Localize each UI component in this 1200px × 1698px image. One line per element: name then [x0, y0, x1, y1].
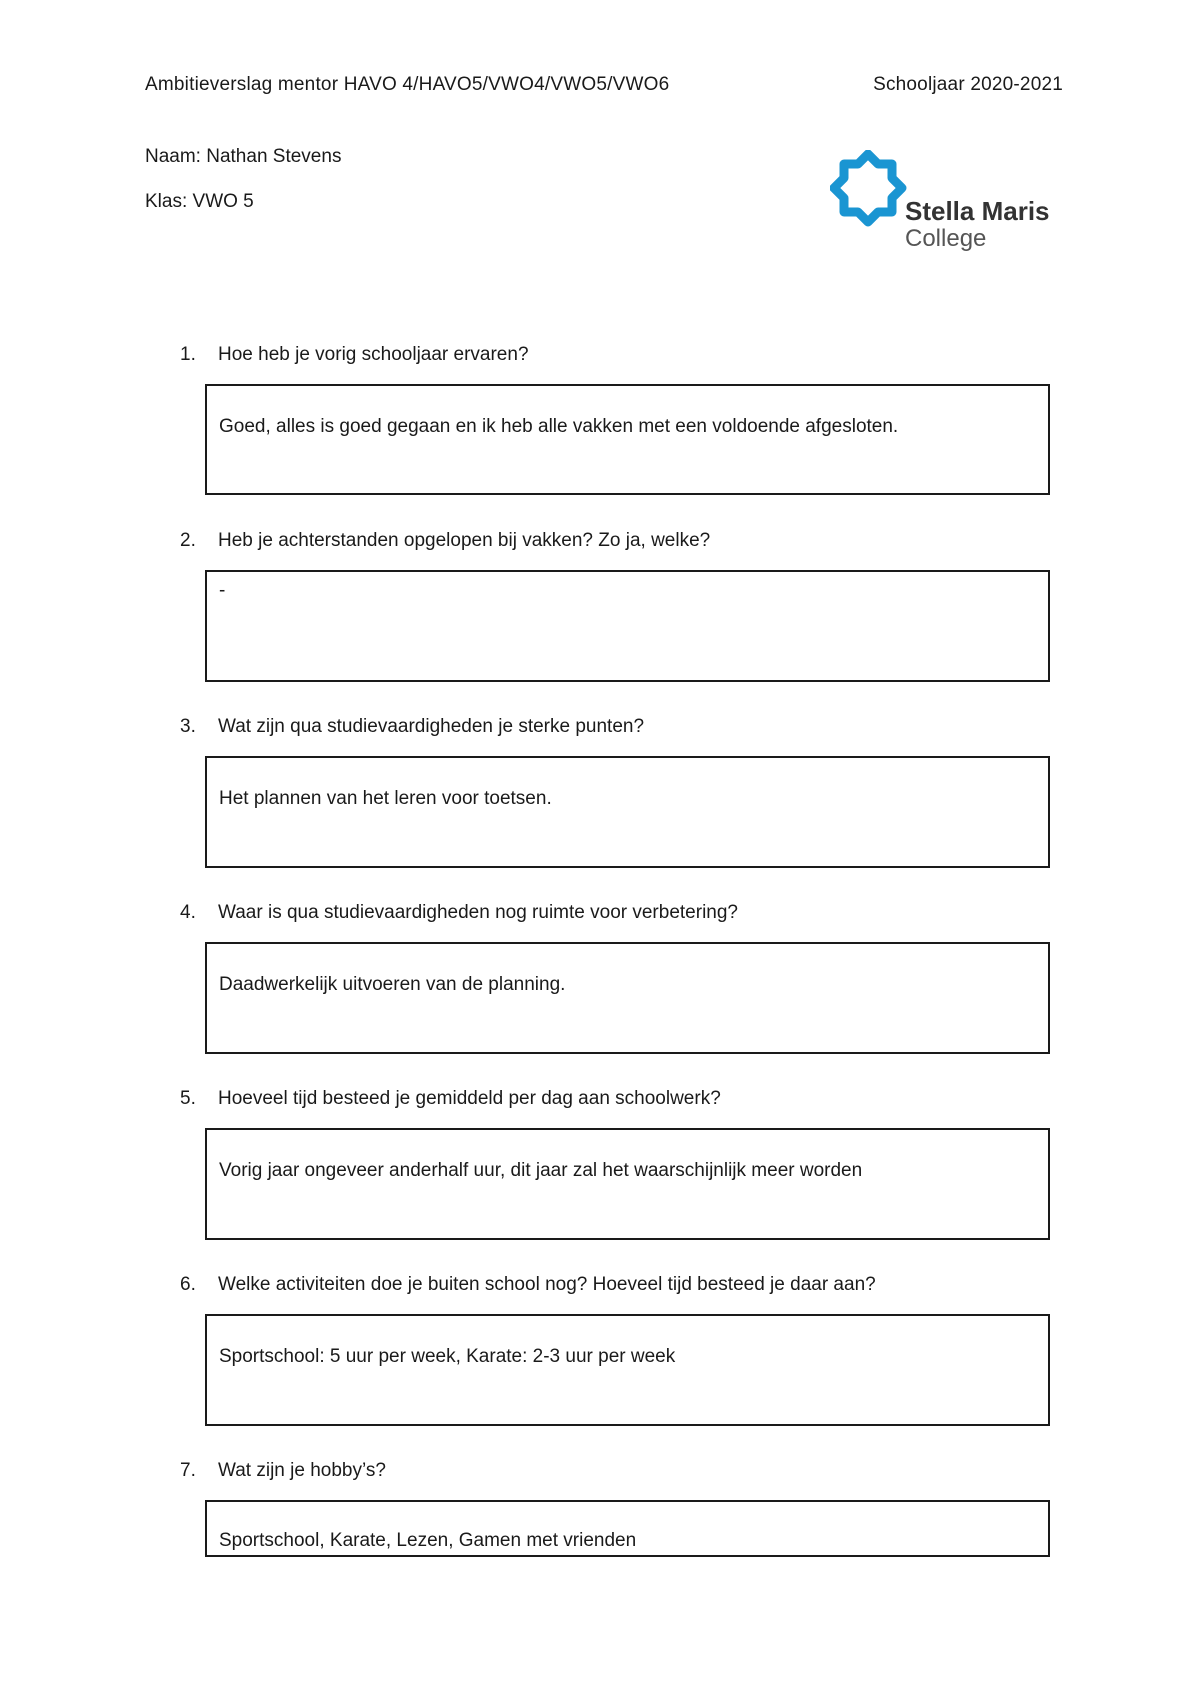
answer-box-3 — [205, 756, 1050, 868]
question-text: Welke activiteiten doe je buiten school nog? Hoeveel tijd besteed je daar aan? — [218, 1274, 876, 1295]
question-text: Hoeveel tijd besteed je gemiddeld per dag aan schoolwerk? — [218, 1088, 721, 1109]
answer-box-4 — [205, 942, 1050, 1054]
question-text: Heb je achterstanden opgelopen bij vakken? Zo ja, welke? — [218, 530, 711, 551]
student-class: Klas: VWO 5 — [145, 191, 254, 212]
question-4: 4. Waar is qua studievaardigheden nog ruimte voor verbetering? — [180, 902, 738, 923]
logo-line1: Stella Maris — [905, 196, 1050, 226]
answer-text: Het plannen van het leren voor toetsen. — [219, 788, 552, 809]
document-title: Ambitieverslag mentor HAVO 4/HAVO5/VWO4/VWO5/VWO6 — [145, 74, 670, 95]
star-icon — [834, 154, 902, 222]
student-name: Naam: Nathan Stevens — [145, 146, 342, 167]
answer-text: - — [219, 580, 226, 601]
answer-text: Daadwerkelijk uitvoeren van de planning. — [219, 974, 566, 995]
question-text: Wat zijn je hobby’s? — [218, 1460, 386, 1481]
question-6: 6. Welke activiteiten doe je buiten school nog? Hoeveel tijd besteed je daar aan? — [180, 1274, 876, 1295]
school-year: Schooljaar 2020-2021 — [873, 74, 1063, 95]
answer-text: Vorig jaar ongeveer anderhalf uur, dit jaar zal het waarschijnlijk meer worden — [219, 1160, 863, 1181]
question-1: 1. Hoe heb je vorig schooljaar ervaren? — [180, 344, 529, 365]
question-2: 2. Heb je achterstanden opgelopen bij vakken? Zo ja, welke? — [180, 530, 711, 551]
answer-text: Sportschool: 5 uur per week, Karate: 2-3 uur per week — [219, 1346, 676, 1367]
answer-box-6 — [205, 1314, 1050, 1426]
answer-box-2 — [205, 570, 1050, 682]
question-7: 7. Wat zijn je hobby’s? — [180, 1460, 386, 1481]
answer-text: Goed, alles is goed gegaan en ik heb alle vakken met een voldoende afgesloten. — [219, 416, 899, 437]
school-logo — [830, 150, 1060, 260]
answer-box-1 — [205, 384, 1050, 495]
logo-line2: College — [905, 225, 987, 252]
answer-box-7 — [205, 1500, 1050, 1557]
question-text: Wat zijn qua studievaardigheden je sterke punten? — [218, 716, 645, 737]
answer-box-5 — [205, 1128, 1050, 1240]
question-text: Hoe heb je vorig schooljaar ervaren? — [218, 344, 529, 365]
answer-text: Sportschool, Karate, Lezen, Gamen met vrienden — [219, 1530, 637, 1551]
question-3: 3. Wat zijn qua studievaardigheden je sterke punten? — [180, 716, 645, 737]
question-5: 5. Hoeveel tijd besteed je gemiddeld per dag aan schoolwerk? — [180, 1088, 721, 1109]
question-text: Waar is qua studievaardigheden nog ruimte voor verbetering? — [218, 902, 738, 923]
